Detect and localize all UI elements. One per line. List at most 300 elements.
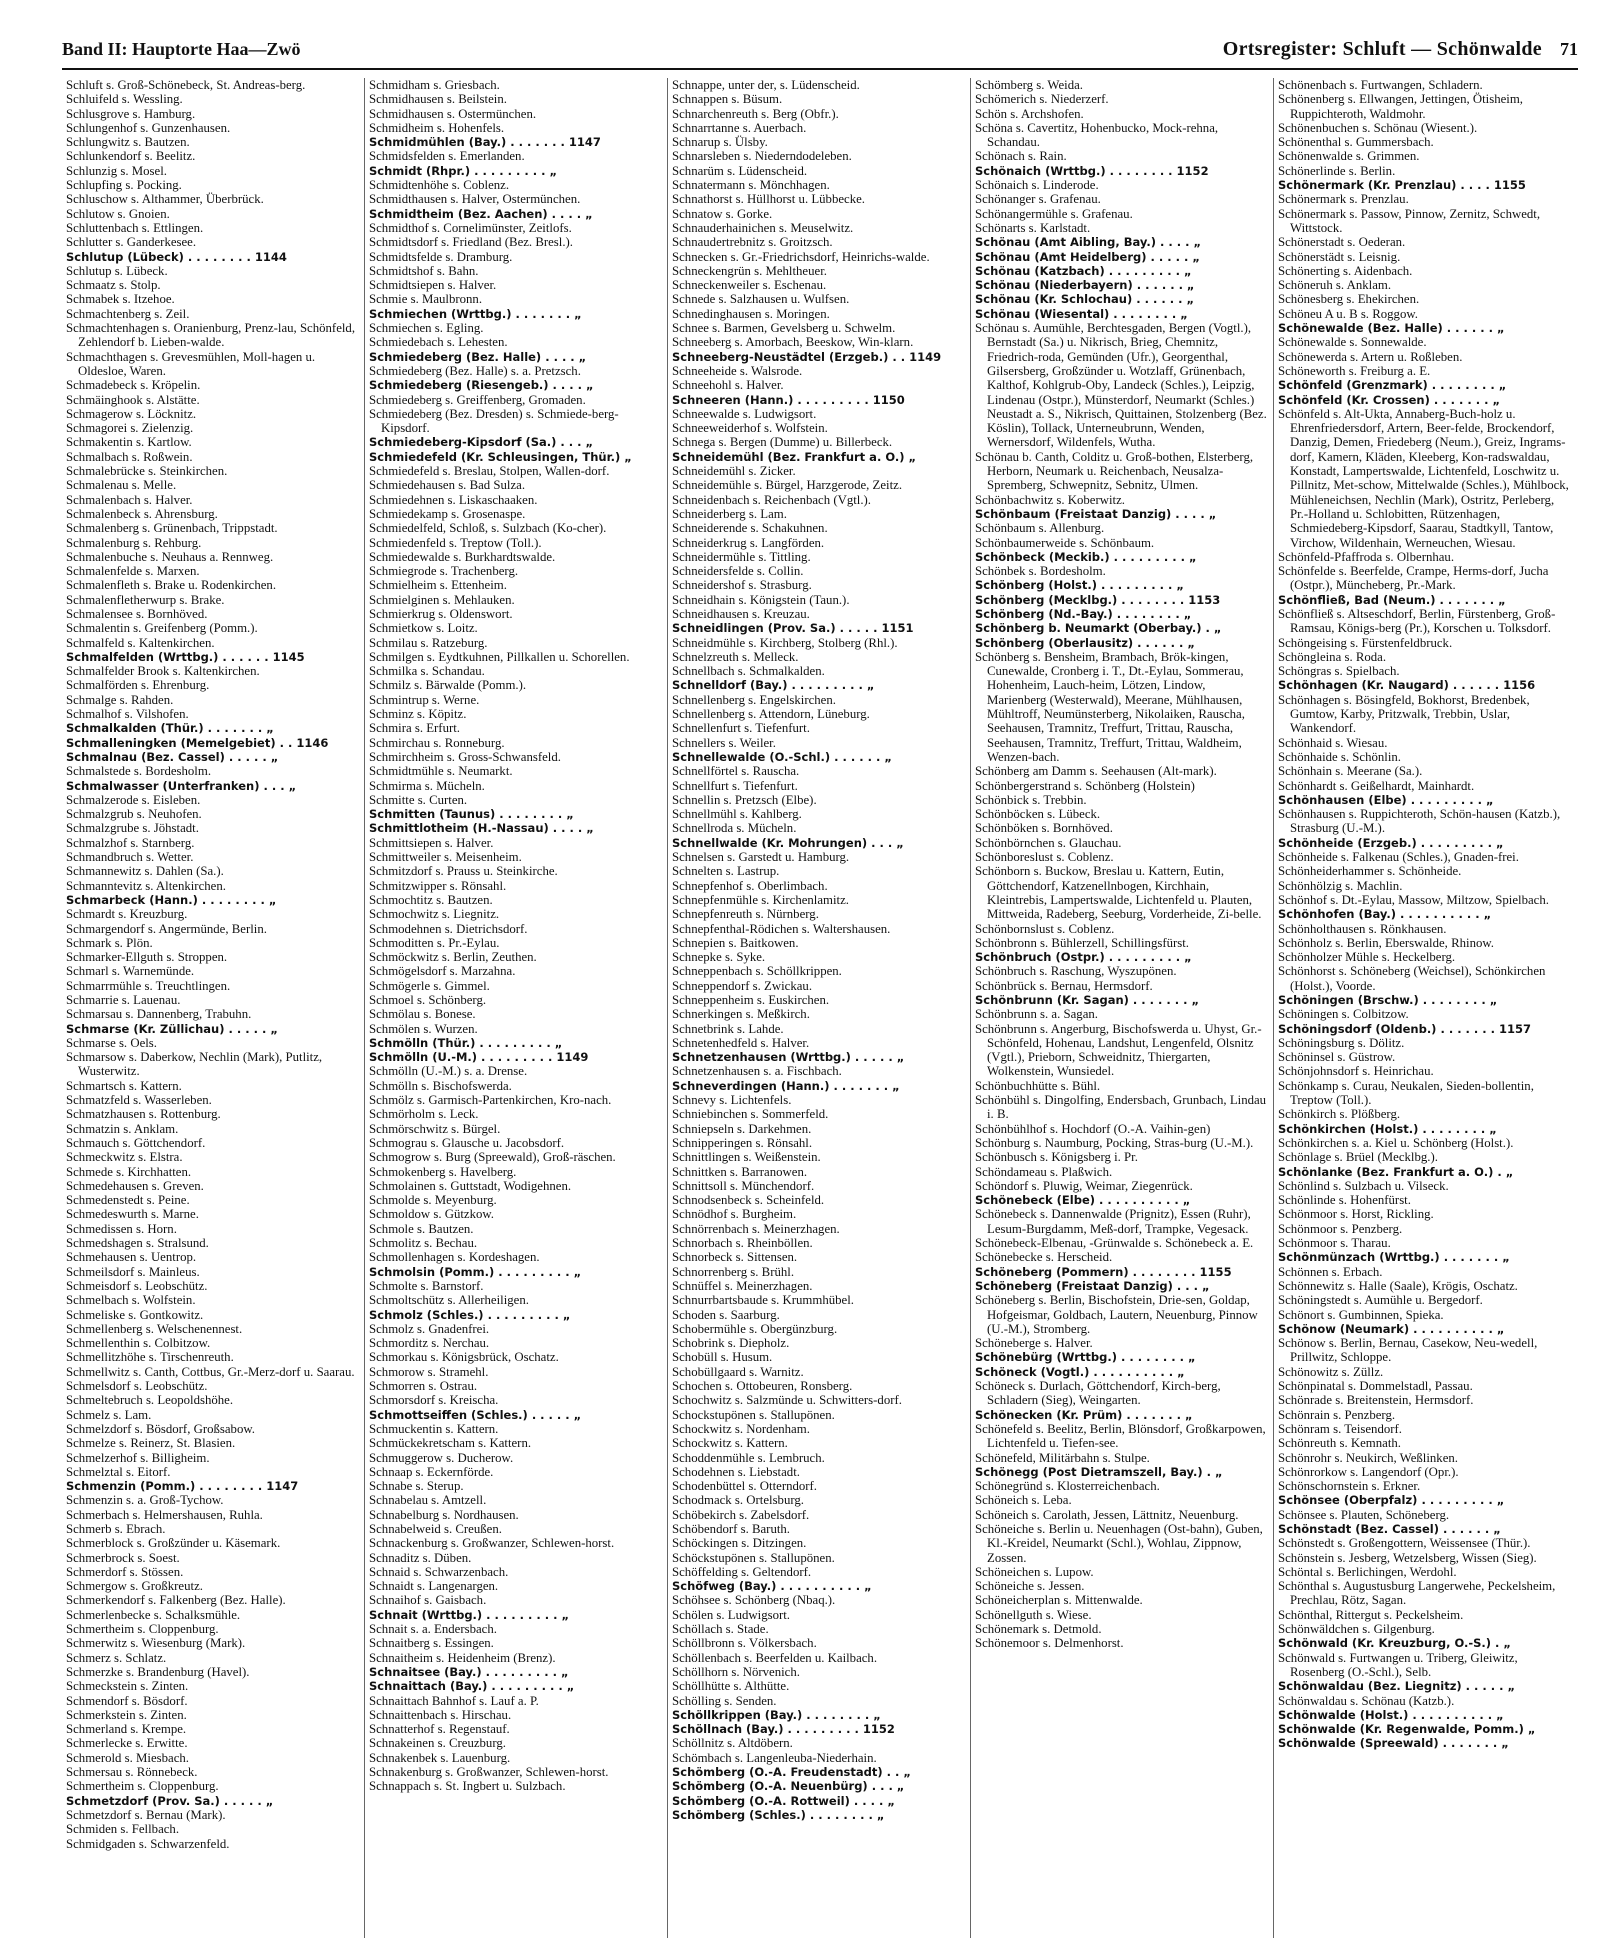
register-entry: Schmottseiffen (Schles.) . . . . . „ bbox=[369, 1407, 582, 1422]
register-entry: Schöllbronn s. Völkersbach. bbox=[672, 1636, 817, 1651]
register-entry: Schmiegrode s. Trachenberg. bbox=[369, 564, 519, 579]
register-entry: Schmalförden s. Ehrenburg. bbox=[66, 678, 210, 693]
register-entry: Schönau s. Aumühle, Berchtesgaden, Bergen (Vogtl.), Bernstadt (Sa.) u. Nikrisch, Brieg, Chemnitz, Friedrich-roda, Gemünden (Ufr.), Georgenthal, Gilsersberg, Großzünder u. Wotzlaff, Grünenbach, Kalthof, Kohlgrub-Oby, Landeck (Schles.), Leipzig, Lindenau (Ostpr.), Münsterdorf, Neumarkt (Schles.) Neustadt a. S., Nikrisch, Quittainen, Stolzenberg (Bez. Köslin), Tollack, Unterneubrunn, Wenden, Wernersdorf, Wildenfels, Wutha. bbox=[975, 321, 1267, 450]
register-entry: Schmachtenberg s. Zeil. bbox=[66, 306, 190, 321]
register-entry: Schneppendorf s. Zwickau. bbox=[672, 978, 813, 993]
register-entry: Schöneberg (Pommern) . . . . . . . . 1155 bbox=[975, 1264, 1232, 1279]
register-entry: Schmorow s. Stramehl. bbox=[369, 1364, 489, 1379]
register-entry: Schlusgrove s. Hamburg. bbox=[66, 106, 196, 121]
register-entry: Schönwalde (Holst.) . . . . . . . . . . „ bbox=[1278, 1707, 1504, 1722]
register-entry: Schönmoor s. Horst, Rickling. bbox=[1278, 1207, 1434, 1222]
register-entry: Schmalfelden (Wrttbg.) . . . . . . 1145 bbox=[66, 649, 305, 664]
register-entry: Schönpinatal s. Dommelstadl, Passau. bbox=[1278, 1379, 1473, 1394]
register-entry: Schmerkendorf s. Falkenberg (Bez. Halle). bbox=[66, 1593, 286, 1608]
register-entry: Schnodsenbeck s. Scheinfeld. bbox=[672, 1193, 825, 1208]
register-entry: Schönau (Niederbayern) . . . . . . „ bbox=[975, 278, 1195, 293]
register-entry: Schönboreslust s. Coblenz. bbox=[975, 850, 1114, 865]
register-entry: Schnabelweid s. Creußen. bbox=[369, 1521, 502, 1536]
register-entry: Schmalfeld s. Kaltenkirchen. bbox=[66, 635, 215, 650]
register-entry: Schmalhof s. Vilshofen. bbox=[66, 707, 189, 722]
register-entry: Schnecken s. Gr.-Friedrichsdorf, Heinrichs-walde. bbox=[672, 249, 930, 264]
register-entry: Schmidtmühle s. Neumarkt. bbox=[369, 764, 513, 779]
register-entry: Schnarrtanne s. Auerbach. bbox=[672, 120, 807, 135]
register-entry: Schöndorf s. Pluwig, Weimar, Ziegenrück. bbox=[975, 1178, 1193, 1193]
register-entry: Schnepke s. Syke. bbox=[672, 950, 766, 965]
register-entry: Schmakentin s. Kartlow. bbox=[66, 435, 192, 450]
register-entry: Schnurrbartsbaude s. Krummhübel. bbox=[672, 1293, 854, 1308]
register-entry: Schmellwitz s. Canth, Cottbus, Gr.-Merz-dorf u. Saarau. bbox=[66, 1364, 355, 1379]
header-right bbox=[1223, 38, 1578, 61]
register-entry: Schönhausen (Elbe) . . . . . . . . . „ bbox=[1278, 792, 1494, 807]
register-entry: Schneverdingen (Hann.) . . . . . . . „ bbox=[672, 1078, 900, 1093]
register-entry: Schönreuth s. Kemnath. bbox=[1278, 1436, 1401, 1451]
register-entry: Schönfeld-Pfaffroda s. Olbernhau. bbox=[1278, 549, 1455, 564]
register-entry: Schmokenberg s. Havelberg. bbox=[369, 1164, 517, 1179]
register-entry: Schnepfenreuth s. Nürnberg. bbox=[672, 907, 819, 922]
register-entry: Schmiechen s. Egling. bbox=[369, 321, 484, 336]
register-entry: Schnellmühl s. Kahlberg. bbox=[672, 807, 802, 822]
register-entry: Schmitten (Taunus) . . . . . . . . „ bbox=[369, 807, 574, 822]
register-entry: Schneidemühl s. Zicker. bbox=[672, 464, 796, 479]
register-entry: Schöninsel s. Güstrow. bbox=[1278, 1050, 1396, 1065]
page-number: 71 bbox=[1560, 39, 1578, 59]
register-entry: Schmittlotheim (H.-Nassau) . . . . „ bbox=[369, 821, 594, 836]
register-entry: Schneidlingen (Prov. Sa.) . . . . . 1151 bbox=[672, 621, 914, 636]
register-entry: Schönbühl s. Dingolfing, Endersbach, Grunbach, Lindau i. B. bbox=[975, 1093, 1267, 1122]
register-entry: Schönau (Katzbach) . . . . . . . . . „ bbox=[975, 263, 1192, 278]
register-entry: Schönhardt s. Geißelhardt, Mainhardt. bbox=[1278, 778, 1475, 793]
register-entry: Schmeckstein s. Zinten. bbox=[66, 1679, 189, 1694]
register-entry: Schönbrück s. Bernau, Hermsdorf. bbox=[975, 978, 1153, 993]
register-entry: Schmidheim s. Hohenfels. bbox=[369, 120, 505, 135]
register-entry: Schmölln (U.-M.) . . . . . . . . . 1149 bbox=[369, 1050, 589, 1065]
register-entry: Schmerblock s. Großzünder u. Käsemark. bbox=[66, 1536, 281, 1551]
register-entry: Schmittsiepen s. Halver. bbox=[369, 835, 494, 850]
register-entry: Schmerlenbecke s. Schalksmühle. bbox=[66, 1607, 241, 1622]
register-entry: Schönebecke s. Herscheid. bbox=[975, 1250, 1113, 1265]
register-entry: Schmarsow s. Daberkow, Nechlin (Mark), Putlitz, Wusterwitz. bbox=[66, 1050, 323, 1079]
register-entry: Schmalzgrube s. Jöhstadt. bbox=[66, 821, 199, 836]
register-entry: Schmidthausen s. Halver, Ostermünchen. bbox=[369, 192, 581, 207]
register-entry: Schönow (Neumark) . . . . . . . . . . „ bbox=[1278, 1321, 1505, 1336]
register-entry: Schönlage s. Brüel (Mecklbg.). bbox=[1278, 1150, 1438, 1165]
register-entry: Schmerold s. Miesbach. bbox=[66, 1750, 189, 1765]
register-entry: Schömberg (O.-A. Freudenstadt) . . „ bbox=[672, 1765, 911, 1780]
register-entry: Schmidthof s. Cornelimünster, Zeitlofs. bbox=[369, 220, 572, 235]
register-entry: Schneidemühle s. Bürgel, Harzgerode, Zeitz. bbox=[672, 478, 903, 493]
register-entry: Schmidtheim (Bez. Aachen) . . . . „ bbox=[369, 206, 593, 221]
register-entry: Schmelsdorf s. Leobschütz. bbox=[66, 1379, 208, 1394]
register-entry: Schniebinchen s. Sommerfeld. bbox=[672, 1107, 829, 1122]
register-entry: Schnetzenhausen (Wrttbg.) . . . . . „ bbox=[672, 1050, 905, 1065]
register-entry: Schmelztal s. Eitorf. bbox=[66, 1464, 171, 1479]
register-entry: Schnetbrink s. Lahde. bbox=[672, 1021, 784, 1036]
register-entry: Schöneich s. Leba. bbox=[975, 1493, 1072, 1508]
register-entry: Schmagerow s. Löcknitz. bbox=[66, 406, 197, 421]
register-entry: Schönerstädt s. Leisnig. bbox=[1278, 249, 1401, 264]
register-entry: Schmintrup s. Werne. bbox=[369, 692, 480, 707]
register-entry: Schöningen s. Colbitzow. bbox=[1278, 1007, 1409, 1022]
register-entry: Schönbaum (Freistaat Danzig) . . . . „ bbox=[975, 506, 1217, 521]
register-entry: Schönangermühle s. Grafenau. bbox=[975, 206, 1133, 221]
register-entry: Schmalebrücke s. Steinkirchen. bbox=[66, 464, 228, 479]
register-entry: Schneehohl s. Halver. bbox=[672, 378, 784, 393]
register-entry: Schnellewalde (O.-Schl.) . . . . . . „ bbox=[672, 749, 892, 764]
register-entry: Schmalbach s. Roßwein. bbox=[66, 449, 193, 464]
register-entry: Schlutow s. Gnoien. bbox=[66, 206, 170, 221]
register-entry: Schmiechen (Wrttbg.) . . . . . . . „ bbox=[369, 306, 582, 321]
register-entry: Schlutup s. Lübeck. bbox=[66, 263, 168, 278]
register-column-2 bbox=[365, 78, 668, 1938]
register-column-5 bbox=[1274, 78, 1577, 1938]
register-entry: Schneeberg s. Amorbach, Beeskow, Win-klarn. bbox=[672, 335, 914, 350]
register-entry: Schneidershof s. Strasburg. bbox=[672, 578, 812, 593]
register-entry: Schmelze s. Reinerz, St. Blasien. bbox=[66, 1436, 236, 1451]
register-entry: Schönmoor s. Tharau. bbox=[1278, 1236, 1391, 1251]
register-entry: Schmerb s. Ebrach. bbox=[66, 1521, 166, 1536]
register-entry: Schönböcken s. Lübeck. bbox=[975, 807, 1101, 822]
register-entry: Schnaitsee (Bay.) . . . . . . . . . „ bbox=[369, 1664, 569, 1679]
register-entry: Schnarsleben s. Niederndodeleben. bbox=[672, 149, 852, 164]
register-entry: Schönrohr s. Neukirch, Weßlinken. bbox=[1278, 1450, 1458, 1465]
register-entry: Schmolsin (Pomm.) . . . . . . . . . „ bbox=[369, 1264, 582, 1279]
register-entry: Schönau (Wiesental) . . . . . . . . „ bbox=[975, 306, 1188, 321]
register-entry: Schönram s. Teisendorf. bbox=[1278, 1421, 1402, 1436]
register-entry: Schnabelau s. Amtzell. bbox=[369, 1493, 487, 1508]
register-entry: Schnerkingen s. Meßkirch. bbox=[672, 1007, 810, 1022]
register-entry: Schönthal, Rittergut s. Peckelsheim. bbox=[1278, 1607, 1464, 1622]
register-entry: Schöneiche s. Berlin u. Neuenhagen (Ost-bahn), Guben, Kl.-Kreidel, Neumarkt (Schl.), Wohlau, Zippnow, Zossen. bbox=[975, 1521, 1263, 1565]
register-entry: Schmeltebruch s. Leopoldshöhe. bbox=[66, 1393, 234, 1408]
register-entry: Schmalenbach s. Halver. bbox=[66, 492, 193, 507]
register-entry: Schnaitheim s. Heidenheim (Brenz). bbox=[369, 1650, 556, 1665]
register-entry: Schönlind s. Sulzbach u. Vilseck. bbox=[1278, 1178, 1449, 1193]
register-entry: Schnappach s. St. Ingbert u. Sulzbach. bbox=[369, 1779, 566, 1794]
register-entry: Schmitzwipper s. Rönsahl. bbox=[369, 878, 507, 893]
register-entry: Schnaittenbach s. Hirschau. bbox=[369, 1707, 512, 1722]
register-entry: Schönfließ s. Altseschdorf, Berlin, Fürstenberg, Groß-Ramsau, Königs-berg (Pr.), Korschen u. Tolksdorf. bbox=[1278, 606, 1556, 636]
register-entry: Schlunzig s. Mosel. bbox=[66, 163, 167, 178]
register-entry: Schmalwasser (Unterfranken) . . . „ bbox=[66, 778, 297, 793]
register-entry: Schmoditten s. Pr.-Eylau. bbox=[369, 935, 500, 950]
register-entry: Schmoldow s. Gützkow. bbox=[369, 1207, 495, 1222]
register-entry: Schmatzin s. Anklam. bbox=[66, 1121, 179, 1136]
register-entry: Schnepfenmühle s. Kirchenlamitz. bbox=[672, 892, 849, 907]
register-entry: Schmittweiler s. Meisenheim. bbox=[369, 850, 522, 865]
register-entry: Schnappe, unter der, s. Lüdenscheid. bbox=[672, 78, 860, 92]
register-entry: Schnellbach s. Schmalkalden. bbox=[672, 664, 825, 679]
register-entry: Schmalge s. Rahden. bbox=[66, 692, 174, 707]
register-entry: Schnabelburg s. Nordhausen. bbox=[369, 1507, 519, 1522]
register-entry: Schöllhorn s. Nörvenich. bbox=[672, 1664, 800, 1679]
register-entry: Schmodehnen s. Dietrichsdorf. bbox=[369, 921, 528, 936]
register-entry: Schönermark s. Prenzlau. bbox=[1278, 192, 1409, 207]
register-entry: Schmögerle s. Gimmel. bbox=[369, 978, 490, 993]
register-entry: Schmalstede s. Bordesholm. bbox=[66, 764, 212, 779]
register-entry: Schoden s. Saarburg. bbox=[672, 1307, 780, 1322]
register-entry: Schmögelsdorf s. Marzahna. bbox=[369, 964, 516, 979]
register-entry: Schnellenfurt s. Tiefenfurt. bbox=[672, 721, 810, 736]
register-entry: Schmilgen s. Eydtkuhnen, Pillkallen u. Schorellen. bbox=[369, 649, 630, 664]
register-entry: Schmark s. Plön. bbox=[66, 935, 153, 950]
register-entry: Schönnewitz s. Halle (Saale), Krögis, Oschatz. bbox=[1278, 1278, 1518, 1293]
register-entry: Schnelsen s. Garstedt u. Hamburg. bbox=[672, 850, 850, 865]
register-entry: Schmidtsdorf s. Friedland (Bez. Bresl.). bbox=[369, 235, 574, 250]
register-entry: Schöngleina s. Roda. bbox=[1278, 649, 1387, 664]
register-entry: Schöneberge s. Halver. bbox=[975, 1336, 1093, 1351]
register-entry: Schmalenfelde s. Marxen. bbox=[66, 564, 200, 579]
register-entry: Schönberg (Holst.) . . . . . . . . . „ bbox=[975, 578, 1184, 593]
register-entry: Schnega s. Bergen (Dumme) u. Billerbeck. bbox=[672, 435, 893, 450]
register-entry: Schönholthausen s. Rönkhausen. bbox=[1278, 921, 1447, 936]
register-entry: Schnepfenthal-Rödichen s. Waltershausen. bbox=[672, 921, 891, 936]
register-column-3 bbox=[668, 78, 971, 1938]
register-entry: Schnevy s. Lichtenfels. bbox=[672, 1093, 792, 1108]
register-entry: Schönberg s. Bensheim, Brambach, Brök-kingen, Cunewalde, Cronberg i. T., Dt.-Eylau, Sommerau, Hohenheim, Lauch-heim, Lötzen, Lindow, Marienberg (Westerwald), Meerane, Mühlhausen, Mühltroff, Neumünsterberg, Nikolaiken, Rauscha, Seehausen, Tramnitz, Treffurt, Trittau, Rauscha, Seehausen, Tramnitz, Treffurt, Trittau, Waldheim, Wenzen-bach. bbox=[975, 649, 1245, 764]
register-entry: Schmerbach s. Helmershausen, Ruhla. bbox=[66, 1507, 263, 1522]
register-entry: Schöneberg (Freistaat Danzig) . . . „ bbox=[975, 1278, 1210, 1293]
register-entry: Schönewalde (Bez. Halle) . . . . . . „ bbox=[1278, 321, 1505, 336]
register-entry: Schmerlecke s. Erwitte. bbox=[66, 1736, 188, 1751]
register-entry: Schönemoor s. Delmenhorst. bbox=[975, 1636, 1124, 1651]
register-entry: Schmolz (Schles.) . . . . . . . . . „ bbox=[369, 1307, 571, 1322]
register-entry: Schnellfurt s. Tiefenfurt. bbox=[672, 778, 798, 793]
register-entry: Schmograu s. Glausche u. Jacobsdorf. bbox=[369, 1135, 565, 1150]
register-entry: Schmendorf s. Bösdorf. bbox=[66, 1693, 188, 1708]
register-entry: Schönenwalde s. Grimmen. bbox=[1278, 149, 1420, 164]
register-title: Ortsregister: Schluft — Schönwalde bbox=[1222, 38, 1542, 60]
register-entry: Schmalenfletherwurp s. Brake. bbox=[66, 592, 225, 607]
register-entry: Schnaap s. Eckernförde. bbox=[369, 1464, 494, 1479]
register-entry: Schmelzdorf s. Bösdorf, Großsabow. bbox=[66, 1421, 255, 1436]
register-entry: Schönwald s. Furtwangen u. Triberg, Gleiwitz, Rosenberg (O.-Schl.), Selb. bbox=[1278, 1650, 1518, 1679]
register-entry: Schnipperingen s. Rönsahl. bbox=[672, 1135, 813, 1150]
register-entry: Schmidhausen s. Ostermünchen. bbox=[369, 106, 537, 121]
register-entry: Schnarüm s. Lüdenscheid. bbox=[672, 163, 808, 178]
register-entry: Schmuckentin s. Kattern. bbox=[369, 1421, 499, 1436]
register-entry: Schnellin s. Pretzsch (Elbe). bbox=[672, 792, 817, 807]
register-entry: Schmannewitz s. Dahlen (Sa.). bbox=[66, 864, 224, 879]
register-entry: Schmarl s. Warnemünde. bbox=[66, 964, 195, 979]
register-entry: Schneidmühle s. Kirchberg, Stolberg (Rhl.). bbox=[672, 635, 898, 650]
register-entry: Schöffelding s. Geltendorf. bbox=[672, 1564, 812, 1579]
register-entry: Schmirchheim s. Gross-Schwansfeld. bbox=[369, 749, 561, 764]
register-entry: Schmörholm s. Leck. bbox=[369, 1107, 479, 1122]
register-entry: Schönemark s. Detmold. bbox=[975, 1622, 1102, 1637]
register-entry: Schmiedebach s. Lehesten. bbox=[369, 335, 508, 350]
register-entry: Schnackenburg s. Großwanzer, Schlewen-horst. bbox=[369, 1536, 615, 1551]
register-entry: Schnaudertrebnitz s. Groitzsch. bbox=[672, 235, 833, 250]
register-entry: Schneidermühle s. Tittling. bbox=[672, 549, 811, 564]
register-entry: Schönkirchen s. a. Kiel u. Schönberg (Holst.). bbox=[1278, 1135, 1514, 1150]
register-entry: Schnorbach s. Rheinböllen. bbox=[672, 1236, 813, 1251]
register-entry: Schönhaide s. Schönlin. bbox=[1278, 749, 1401, 764]
register-entry: Schmeilsdorf s. Mainleus. bbox=[66, 1264, 200, 1279]
register-entry: Schönwalde (Kr. Regenwalde, Pomm.) „ bbox=[1278, 1722, 1536, 1737]
volume-heading: Band II: Hauptorte Haa—Zwö bbox=[62, 39, 301, 59]
register-entry: Schönfließ, Bad (Neum.) . . . . . . . „ bbox=[1278, 592, 1506, 607]
register-entry: Schöllkrippen (Bay.) . . . . . . . . „ bbox=[672, 1707, 881, 1722]
register-entry: Schmolz s. Gnadenfrei. bbox=[369, 1321, 490, 1336]
register-entry: Schönschornstein s. Erkner. bbox=[1278, 1479, 1421, 1494]
register-entry: Schönburg s. Naumburg, Pocking, Stras-burg (U.-M.). bbox=[975, 1135, 1254, 1150]
register-entry: Schmiedefeld s. Breslau, Stolpen, Wallen-dorf. bbox=[369, 464, 610, 479]
register-entry: Schmole s. Bautzen. bbox=[369, 1221, 474, 1236]
register-entry: Schöningstedt s. Aumühle u. Bergedorf. bbox=[1278, 1293, 1483, 1308]
register-entry: Schmarse s. Oels. bbox=[66, 1035, 157, 1050]
register-entry: Schönhof s. Dt.-Eylau, Massow, Miltzow, Spielbach. bbox=[1278, 892, 1549, 907]
register-entry: Schönau b. Canth, Colditz u. Groß-bothen, Elsterberg, Herborn, Neumark u. Reichenbach, Neusalza-Spremberg, Schwepnitz, Sebnitz, Ulmen. bbox=[975, 449, 1254, 493]
register-entry: Schönau (Amt Aibling, Bay.) . . . . „ bbox=[975, 235, 1202, 250]
register-entry: Schmiedehausen s. Bad Sulza. bbox=[369, 478, 526, 493]
register-entry: Schmidmühlen (Bay.) . . . . . . . 1147 bbox=[369, 135, 601, 150]
register-entry: Schmolainen s. Guttstadt, Wodigehnen. bbox=[369, 1178, 572, 1193]
register-entry: Schmarse (Kr. Züllichau) . . . . . „ bbox=[66, 1021, 278, 1036]
register-entry: Schluifeld s. Wessling. bbox=[66, 92, 183, 107]
register-entry: Schnatermann s. Mönchhagen. bbox=[672, 178, 830, 193]
register-entry: Schönthal s. Augustusburg Langerwehe, Peckelsheim, Prechlau, Rötz, Sagan. bbox=[1278, 1579, 1556, 1608]
register-entry: Schmitzdorf s. Prauss u. Steinkirche. bbox=[369, 864, 558, 879]
register-entry: Schöckstupönen s. Stallupönen. bbox=[672, 1550, 835, 1565]
register-entry: Schmiedelfeld, Schloß, s. Sulzbach (Ko-cher). bbox=[369, 521, 607, 536]
register-entry: Schneeweiderhof s. Wolfstein. bbox=[672, 421, 828, 436]
register-entry: Schmerwitz s. Wiesenburg (Mark). bbox=[66, 1636, 246, 1651]
register-entry: Schönborn s. Buckow, Breslau u. Kattern, Eutin, Göttchendorf, Katzenellnbogen, Kirchhain, Kleintrebis, Lampertswalde, Lichtenfeld u. Plauten, Mittweida, Radeberg, Seeburg, Vorderheide, Zi-belle. bbox=[975, 864, 1262, 922]
register-entry: Schöneichen s. Lupow. bbox=[975, 1564, 1094, 1579]
register-entry: Schöningsdorf (Oldenb.) . . . . . . . 1157 bbox=[1278, 1021, 1532, 1036]
register-entry: Schönesberg s. Ehekirchen. bbox=[1278, 292, 1420, 307]
register-entry: Schnaidt s. Langenargen. bbox=[369, 1579, 499, 1594]
register-entry: Schneidemühl (Bez. Frankfurt a. O.) „ bbox=[672, 449, 917, 464]
register-entry: Schöneruh s. Anklam. bbox=[1278, 278, 1392, 293]
register-entry: Schönheiderhammer s. Schönheide. bbox=[1278, 864, 1462, 879]
register-entry: Schnaittach (Bay.) . . . . . . . . . „ bbox=[369, 1679, 575, 1694]
register-entry: Schönbergerstrand s. Schönberg (Holstein) bbox=[975, 778, 1195, 793]
register-entry: Schmoel s. Schönberg. bbox=[369, 993, 487, 1007]
register-entry: Schmertheim s. Cloppenburg. bbox=[66, 1779, 219, 1794]
register-entry: Schön s. Archshofen. bbox=[975, 106, 1084, 121]
register-entry: Schömberg s. Weida. bbox=[975, 78, 1083, 92]
register-entry: Schönebeck s. Dannenwalde (Prignitz), Essen (Ruhr), Lesum-Burgdamm, Meß-dorf, Trampke, Vegesack. bbox=[975, 1207, 1251, 1236]
register-entry: Schölen s. Ludwigsort. bbox=[672, 1607, 791, 1622]
register-entry: Schmeliske s. Gontkowitz. bbox=[66, 1307, 204, 1322]
register-entry: Schnaditz s. Düben. bbox=[369, 1550, 472, 1565]
register-entry: Schmiedenfeld s. Treptow (Toll.). bbox=[369, 535, 542, 550]
register-entry: Schönhorst s. Schöneberg (Weichsel), Schönkirchen (Holst.), Voorde. bbox=[1278, 964, 1546, 993]
register-entry: Schönwaldau (Bez. Liegnitz) . . . . . „ bbox=[1278, 1679, 1516, 1694]
register-entry: Schmelzerhof s. Billigheim. bbox=[66, 1450, 210, 1465]
register-entry: Schneidhausen s. Kreuzau. bbox=[672, 606, 810, 621]
register-entry: Schönow s. Berlin, Bernau, Casekow, Neu-wedell, Prillwitz, Schloppe. bbox=[1278, 1336, 1538, 1365]
register-entry: Schnait s. a. Endersbach. bbox=[369, 1622, 497, 1637]
register-entry: Schmarsau s. Dannenberg, Trabuhn. bbox=[66, 1007, 252, 1022]
register-entry: Schmalensee s. Bornhöved. bbox=[66, 606, 208, 621]
register-entry: Schönkirch s. Plößberg. bbox=[1278, 1107, 1401, 1122]
register-entry: Schmilz s. Bärwalde (Pomm.). bbox=[369, 678, 527, 693]
register-entry: Schönheide (Erzgeb.) . . . . . . . . . „ bbox=[1278, 835, 1504, 850]
register-entry: Schmalfelder Brook s. Kaltenkirchen. bbox=[66, 664, 260, 679]
register-entry: Schöbendorf s. Baruth. bbox=[672, 1521, 790, 1536]
register-entry: Schmirma s. Mücheln. bbox=[369, 778, 485, 793]
register-entry: Schönwald (Kr. Kreuzburg, O.-S.) . „ bbox=[1278, 1636, 1511, 1651]
register-entry: Schmalnau (Bez. Cassel) . . . . . „ bbox=[66, 749, 279, 764]
register-entry: Schmira s. Erfurt. bbox=[369, 721, 460, 736]
register-entry: Schönenbuchen s. Schönau (Wiesent.). bbox=[1278, 120, 1478, 135]
register-entry: Schnathorst s. Hüllhorst u. Lübbecke. bbox=[672, 192, 865, 207]
register-entry: Schönbörnchen s. Glauchau. bbox=[975, 835, 1122, 850]
register-entry: Schmiedewalde s. Burkhardtswalde. bbox=[369, 549, 556, 564]
register-entry: Schönbrunn s. Angerburg, Bischofswerda u. Uhyst, Gr.-Schönfeld, Hohenau, Landshut, Lengenfeld, Olsnitz (Vgtl.), Prieborn, Schweidnitz, Thiergarten, Wolkenstein, Wunsiedel. bbox=[975, 1021, 1262, 1079]
register-entry: Schmöckwitz s. Berlin, Zeuthen. bbox=[369, 950, 537, 965]
register-entry: Schmellenberg s. Welschenennest. bbox=[66, 1321, 243, 1336]
register-entry: Schömberg (O.-A. Neuenbürg) . . . „ bbox=[672, 1779, 905, 1794]
register-entry: Schmalzhof s. Starnberg. bbox=[66, 835, 195, 850]
register-entry: Schmiedekamp s. Grosenaspe. bbox=[369, 506, 526, 521]
register-entry: Schmidtsfelde s. Dramburg. bbox=[369, 249, 513, 264]
register-entry: Schönrorkow s. Langendorf (Opr.). bbox=[1278, 1464, 1459, 1479]
register-column-1 bbox=[62, 78, 365, 1938]
register-entry: Schnauderhainichen s. Meuselwitz. bbox=[672, 220, 854, 235]
register-entry: Schönerting s. Aidenbach. bbox=[1278, 263, 1413, 278]
register-entry: Schönfeld (Kr. Crossen) . . . . . . . „ bbox=[1278, 392, 1501, 407]
register-entry: Schochwitz s. Salzmünde u. Schwitters-dorf. bbox=[672, 1393, 902, 1408]
register-entry: Schnödhof s. Burgheim. bbox=[672, 1207, 797, 1222]
register-entry: Schmarrmühle s. Treuchtlingen. bbox=[66, 978, 231, 993]
register-entry: Schluttenbach s. Ettlingen. bbox=[66, 220, 204, 235]
register-entry: Schönau (Amt Heidelberg) . . . . . „ bbox=[975, 249, 1200, 264]
register-entry: Schmeckwitz s. Elstra. bbox=[66, 1150, 183, 1165]
register-entry: Schöneck s. Durlach, Göttchendorf, Kirch-berg, Schladern (Sieg), Weingarten. bbox=[975, 1379, 1221, 1408]
register-entry: Schmerbrock s. Soest. bbox=[66, 1550, 180, 1565]
register-entry: Schodenbüttel s. Otterndorf. bbox=[672, 1479, 818, 1494]
register-entry: Schockstupönen s. Stallupönen. bbox=[672, 1407, 835, 1422]
register-entry: Schnakeinen s. Creuzburg. bbox=[369, 1736, 506, 1751]
register-entry: Schnellers s. Weiler. bbox=[672, 735, 776, 750]
register-entry: Schönermark s. Passow, Pinnow, Zernitz, Schwedt, Wittstock. bbox=[1278, 206, 1541, 235]
register-entry: Schminz s. Köpitz. bbox=[369, 707, 467, 722]
register-entry: Schnepien s. Baitkowen. bbox=[672, 935, 799, 950]
register-entry: Schmerz s. Schlatz. bbox=[66, 1650, 167, 1665]
register-entry: Schnaittach Bahnhof s. Lauf a. P. bbox=[369, 1693, 539, 1708]
register-entry: Schnee s. Barmen, Gevelsberg u. Schwelm. bbox=[672, 321, 896, 336]
register-entry: Schmolde s. Meyenburg. bbox=[369, 1193, 497, 1208]
register-entry: Schönhain s. Meerane (Sa.). bbox=[1278, 764, 1423, 779]
register-entry: Schmolitz s. Bechau. bbox=[369, 1236, 478, 1251]
register-entry: Schöneich s. Carolath, Jessen, Lättnitz, Neuenburg. bbox=[975, 1507, 1239, 1522]
register-entry: Schmirchau s. Ronneburg. bbox=[369, 735, 505, 750]
register-entry: Schönewalde s. Sonnewalde. bbox=[1278, 335, 1427, 350]
register-entry: Schönbruch (Ostpr.) . . . . . . . . . „ bbox=[975, 950, 1192, 965]
register-entry: Schöneck (Vogtl.) . . . . . . . . . . „ bbox=[975, 1364, 1185, 1379]
register-entry: Schochen s. Ottobeuren, Ronsberg. bbox=[672, 1379, 853, 1394]
register-entry: Schmorren s. Ostrau. bbox=[369, 1379, 478, 1394]
register-entry: Schlungwitz s. Bautzen. bbox=[66, 135, 190, 150]
register-entry: Schnelzreuth s. Melleck. bbox=[672, 649, 799, 664]
register-entry: Schönermark (Kr. Prenzlau) . . . . 1155 bbox=[1278, 178, 1526, 193]
register-entry: Schnarchenreuth s. Berg (Obfr.). bbox=[672, 106, 839, 121]
register-entry: Schönsee (Oberpfalz) . . . . . . . . . „ bbox=[1278, 1493, 1505, 1508]
register-entry: Schnarup s. Ülsby. bbox=[672, 135, 768, 150]
register-entry: Schmidtshof s. Bahn. bbox=[369, 263, 479, 278]
register-entry: Schmetzdorf s. Bernau (Mark). bbox=[66, 1807, 226, 1822]
register-entry: Schönberg (Nd.-Bay.) . . . . . . . . „ bbox=[975, 606, 1192, 621]
register-entry: Schönhaid s. Wiesau. bbox=[1278, 735, 1388, 750]
register-entry: Schmeisdorf s. Leobschütz. bbox=[66, 1278, 208, 1293]
register-entry: Schlunkendorf s. Beelitz. bbox=[66, 149, 196, 164]
register-entry: Schneidenbach s. Reichenbach (Vgtl.). bbox=[672, 492, 871, 507]
register-entry: Schneckenweiler s. Eschenau. bbox=[672, 278, 827, 293]
register-entry: Schöckingen s. Ditzingen. bbox=[672, 1536, 807, 1551]
